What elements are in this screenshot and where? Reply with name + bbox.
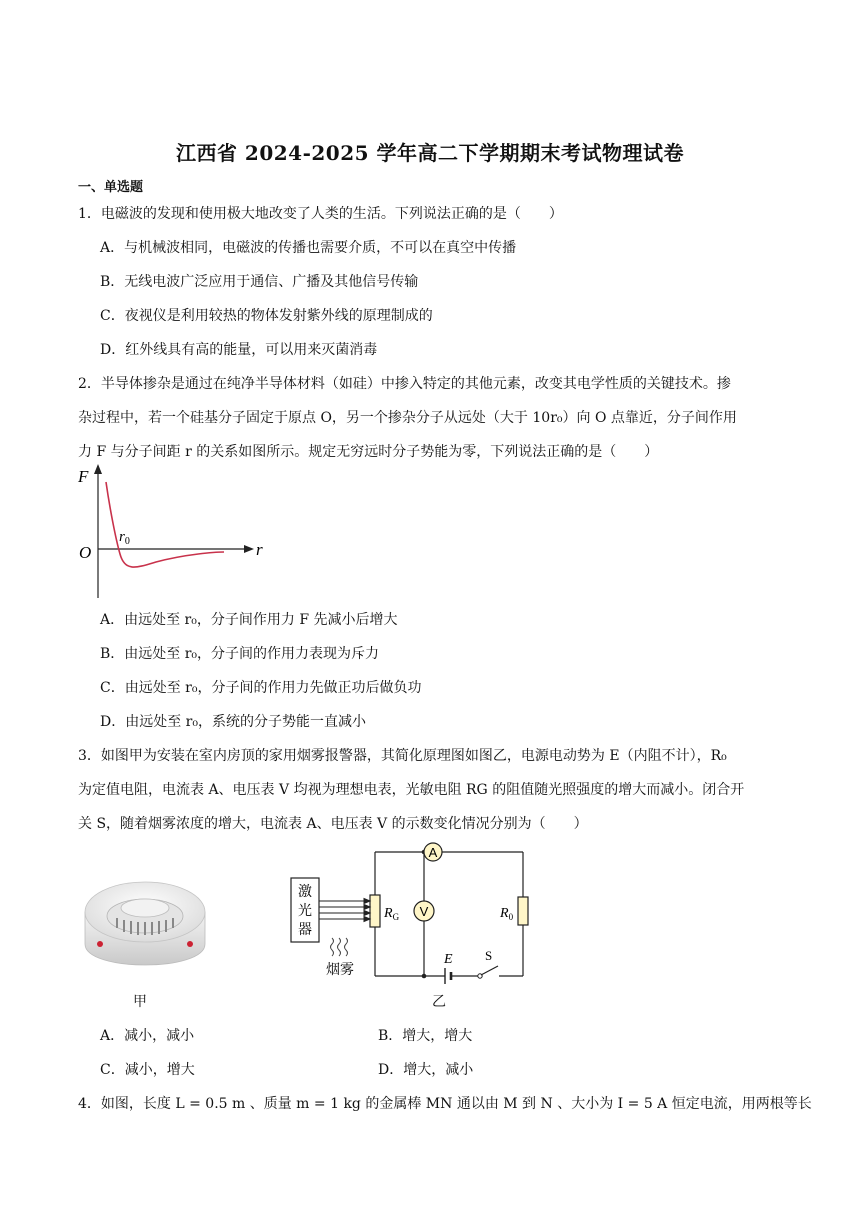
q2-option-d: D．由远处至 r₀，系统的分子势能一直减小 bbox=[100, 714, 366, 730]
q1-stem: 1．电磁波的发现和使用极大地改变了人类的生活。下列说法正确的是（ ） bbox=[78, 206, 563, 222]
emf-label: E bbox=[444, 952, 453, 967]
switch-label: S bbox=[485, 948, 493, 963]
laser-beams bbox=[319, 899, 370, 922]
q2-option-b: B．由远处至 r₀，分子间的作用力表现为斥力 bbox=[100, 646, 380, 662]
q2-option-c: C．由远处至 r₀，分子间的作用力先做正功后做负功 bbox=[100, 680, 422, 696]
ammeter-label: A bbox=[428, 845, 438, 860]
laser-char-1: 激 bbox=[298, 884, 312, 900]
smoke-detector-image bbox=[80, 872, 210, 992]
section-heading: 一、单选题 bbox=[78, 180, 144, 195]
q3-option-b: B．增大，增大 bbox=[378, 1028, 473, 1044]
q2-line-3: 力 F 与分子间距 r 的关系如图所示。规定无穷远时分子势能为零，下列说法正确的是（ ） bbox=[78, 444, 659, 460]
force-distance-graph bbox=[76, 462, 266, 600]
q3-option-a: A．减小，减小 bbox=[100, 1028, 195, 1044]
y-axis-arrow bbox=[94, 464, 102, 474]
circuit-diagram bbox=[285, 842, 535, 990]
q2-option-a: A．由远处至 r₀，分子间作用力 F 先减小后增大 bbox=[100, 612, 398, 628]
laser-char-3: 器 bbox=[298, 922, 312, 938]
q2-line-1: 2．半导体掺杂是通过在纯净半导体材料（如硅）中掺入特定的其他元素，改变其电学性质的关键技术。掺 bbox=[78, 376, 731, 392]
fixed-resistor-icon bbox=[518, 897, 528, 925]
q3-line-3: 关 S，随着烟雾浓度的增大，电流表 A、电压表 V 的示数变化情况分别为（ ） bbox=[78, 816, 588, 832]
q3-line-1: 3．如图甲为安装在室内房顶的家用烟雾报警器，其简化原理图如图乙，电源电动势为 E（内阻不计），R₀ bbox=[78, 748, 727, 764]
smoke-label: 烟雾 bbox=[326, 962, 354, 978]
r0-label: $R_0$ bbox=[500, 906, 514, 922]
q2-line-2: 杂过程中，若一个硅基分子固定于原点 O，另一个掺杂分子从远处（大于 10r₀）向 O 点靠近，分子间作用 bbox=[78, 410, 737, 426]
graph-x-label: r bbox=[256, 540, 263, 559]
figure-a-label: 甲 bbox=[133, 994, 147, 1010]
rg-label: $R_G$ bbox=[384, 906, 400, 922]
page-title: 江西省 2024-2025 学年高二下学期期末考试物理试卷 bbox=[175, 141, 685, 165]
q1-option-c: C．夜视仪是利用较热的物体发射紫外线的原理制成的 bbox=[100, 308, 433, 324]
q3-option-d: D．增大，减小 bbox=[378, 1062, 474, 1078]
q1-option-a: A．与机械波相同，电磁波的传播也需要介质，不可以在真空中传播 bbox=[100, 240, 517, 256]
figure-b-label: 乙 bbox=[432, 994, 446, 1010]
laser-char-2: 光 bbox=[298, 903, 312, 919]
voltmeter-label: V bbox=[419, 904, 429, 919]
photoresistor-icon bbox=[370, 895, 380, 927]
smoke-icon bbox=[331, 938, 348, 956]
x-axis-arrow bbox=[244, 545, 254, 553]
graph-r0-label: $r_0$ bbox=[119, 529, 130, 547]
q1-option-d: D．红外线具有高的能量，可以用来灭菌消毒 bbox=[100, 342, 378, 358]
force-curve bbox=[106, 482, 224, 567]
q4-line-1: 4．如图，长度 L = 0.5 m 、质量 m = 1 kg 的金属棒 MN 通以由 M 到 N 、大小为 I = 5 A 恒定电流，用两根等长 bbox=[78, 1096, 812, 1112]
q3-line-2: 为定值电阻，电流表 A、电压表 V 均视为理想电表，光敏电阻 RG 的阻值随光照强度的增大而减小。闭合开 bbox=[78, 782, 745, 798]
graph-y-label: F bbox=[78, 467, 89, 486]
q1-option-b: B．无线电波广泛应用于通信、广播及其他信号传输 bbox=[100, 274, 419, 290]
q3-option-c: C．减小，增大 bbox=[100, 1062, 195, 1078]
graph-origin-label: O bbox=[79, 543, 92, 562]
